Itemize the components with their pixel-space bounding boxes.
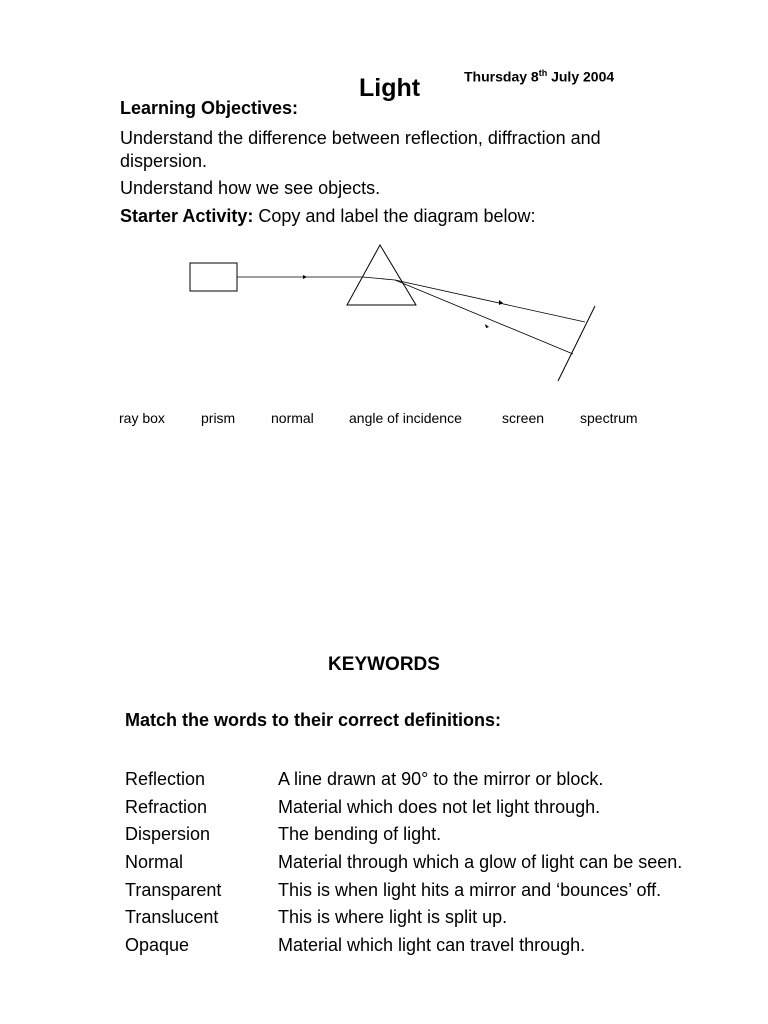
page-title: Light: [359, 74, 421, 102]
emerging-ray-bottom: [395, 280, 573, 354]
incident-arrow: [303, 275, 307, 279]
emerging-arrow-bottom: [485, 324, 489, 328]
keyword: Opaque: [125, 934, 190, 955]
prism-shape: [347, 245, 416, 305]
definition: This is where light is split up.: [278, 907, 508, 928]
label-normal: normal: [271, 410, 314, 426]
starter-label: Starter Activity:: [120, 206, 254, 226]
objective-2: Understand how we see objects.: [120, 178, 381, 198]
definition: Material through which a glow of light can be seen.: [278, 852, 683, 873]
keyword: Normal: [125, 852, 184, 873]
objective-1: Understand the difference between reflection, diffraction and dispersion.: [120, 128, 601, 171]
table-row: [125, 849, 682, 877]
table-row: [125, 766, 682, 794]
emerging-arrow-top: [499, 300, 503, 305]
internal-ray: [363, 277, 395, 280]
ray-box-shape: [190, 263, 237, 291]
keywords-heading: KEYWORDS: [328, 654, 440, 675]
date: Thursday 8th July 2004: [464, 68, 615, 85]
table-row: [125, 876, 682, 904]
starter-activity: [120, 206, 536, 227]
label-ray-box: ray box: [119, 410, 165, 426]
label-angle-of-incidence: angle of incidence: [349, 410, 462, 426]
table-row: [125, 794, 682, 822]
definition: Material which light can travel through.: [278, 934, 586, 955]
keywords-table: [125, 766, 682, 959]
match-instruction: Match the words to their correct definitions:: [125, 710, 502, 730]
definition: A line drawn at 90° to the mirror or block.: [278, 769, 604, 790]
prism-diagram: [185, 240, 605, 390]
keyword: Translucent: [125, 907, 219, 928]
starter-text: Copy and label the diagram below:: [253, 206, 536, 226]
table-row: [125, 932, 682, 960]
keyword: Reflection: [125, 769, 206, 790]
keyword: Transparent: [125, 879, 222, 900]
learning-objectives-heading: Learning Objectives:: [120, 98, 299, 118]
table-row: [125, 904, 682, 932]
label-prism: prism: [201, 410, 236, 426]
keyword: Refraction: [125, 796, 208, 817]
definition: Material which does not let light through.: [278, 796, 601, 817]
keyword: Dispersion: [125, 824, 211, 845]
table-row: [125, 821, 682, 849]
definition: The bending of light.: [278, 824, 442, 845]
label-screen: screen: [502, 410, 545, 426]
definition: This is when light hits a mirror and ‘bounces’ off.: [278, 879, 662, 900]
emerging-ray-top: [395, 280, 585, 322]
label-spectrum: spectrum: [580, 410, 638, 426]
diagram-labels: [119, 410, 638, 426]
